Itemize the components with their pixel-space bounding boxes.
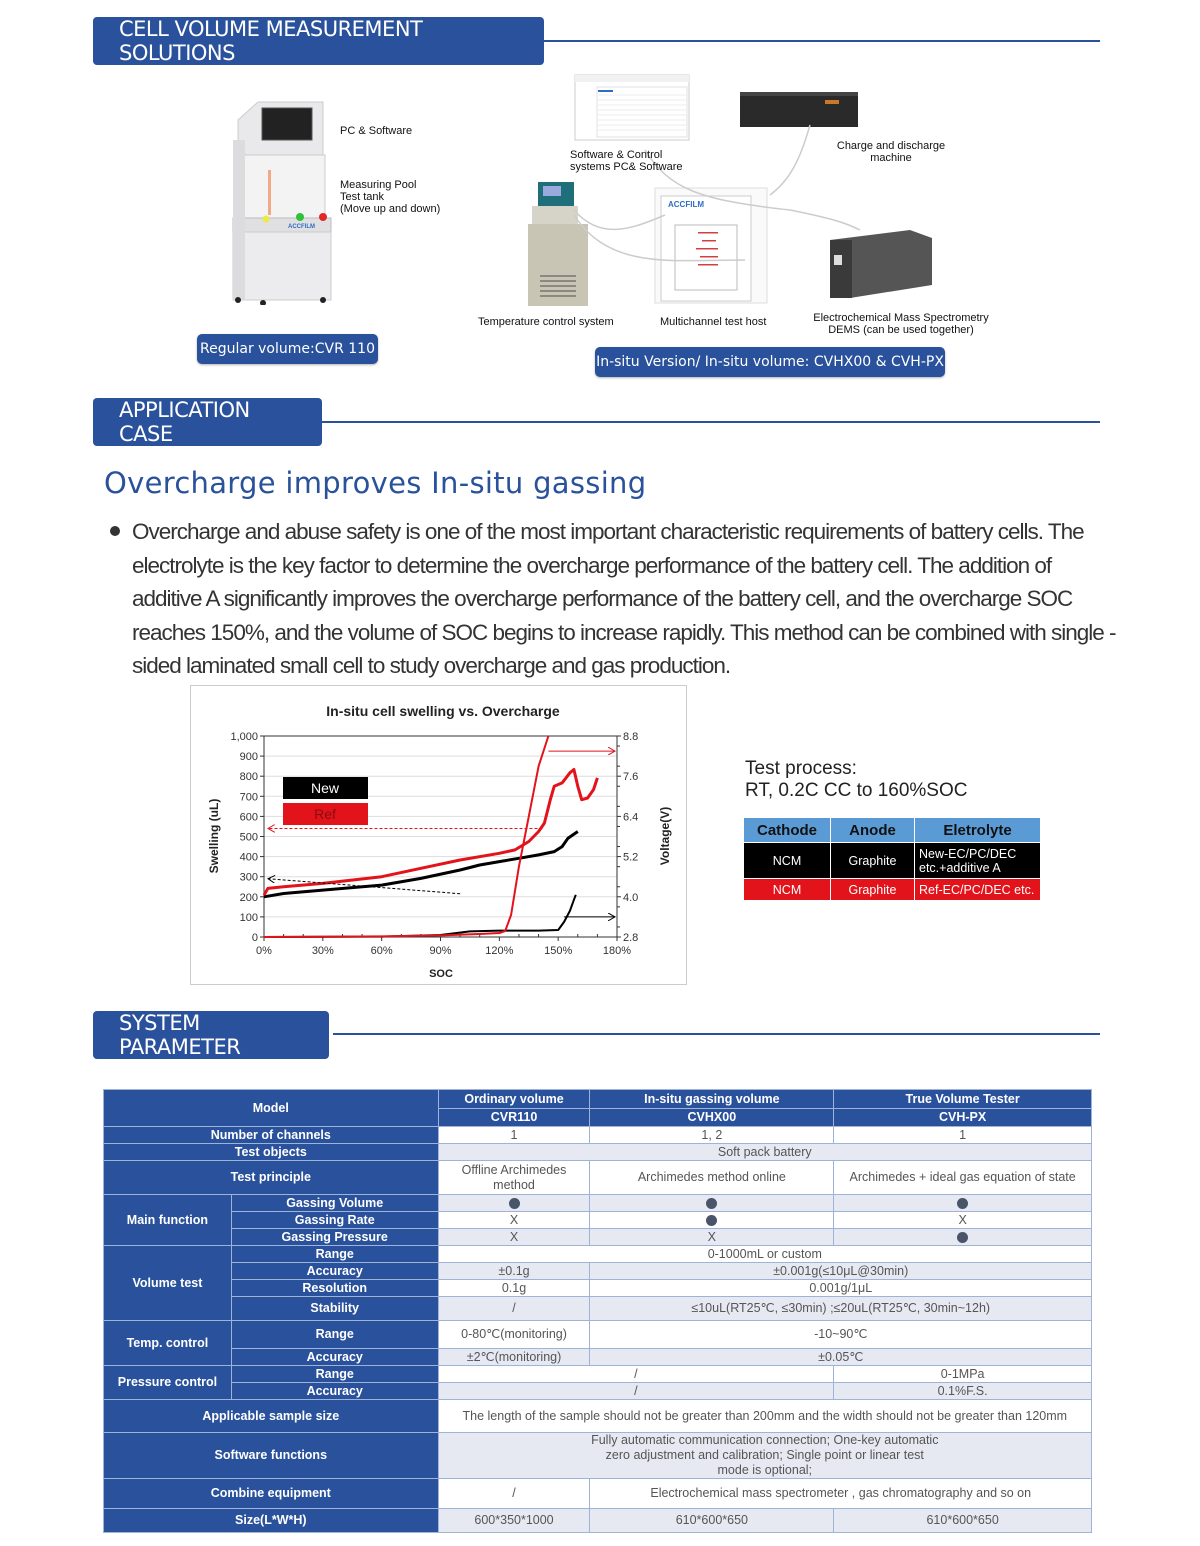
row-label: Applicable sample size: [104, 1400, 439, 1433]
label-move: (Move up and down): [340, 203, 441, 215]
function-indicator: [590, 1195, 834, 1212]
cell-value: 0-1MPa: [834, 1366, 1092, 1383]
cell-value: 600*350*1000: [438, 1509, 590, 1533]
row-label: Accuracy: [231, 1263, 438, 1280]
table-row: [104, 1212, 1092, 1229]
cell-value: /: [438, 1297, 590, 1321]
cell-value: 610*600*650: [590, 1509, 834, 1533]
row-label: Stability: [231, 1297, 438, 1321]
y2-tick-label: 7.6: [623, 771, 639, 784]
brand-logo: ACCFILM: [288, 224, 315, 230]
label-pc-software: PC & Software: [340, 125, 413, 137]
cell-value: Electrochemical mass spectrometer , gas chromatography and so on: [590, 1479, 1092, 1509]
bullet-icon: [110, 526, 120, 536]
filled-circle-icon: [706, 1215, 717, 1226]
cell-value: Archimedes method online: [590, 1161, 834, 1195]
cell-value: 0.1g: [438, 1280, 590, 1297]
y2-tick-label: 5.2: [623, 851, 639, 864]
header-electrolyte: Eletrolyte: [915, 818, 1041, 843]
table-row: [104, 1263, 1092, 1280]
cell-value: 610*600*650: [834, 1509, 1092, 1533]
label-test-host: Multichannel test host: [660, 316, 767, 328]
column-name: True Volume Tester: [834, 1090, 1092, 1109]
cell-value: Soft pack battery: [438, 1144, 1091, 1161]
section-title: SYSTEM PARAMETER: [119, 1011, 241, 1059]
section-divider: [544, 40, 1100, 42]
cell-value: -10~90℃: [590, 1321, 1092, 1349]
x-axis-label: SOC: [429, 968, 453, 980]
function-indicator: [438, 1195, 590, 1212]
column-name: In-situ gassing volume: [590, 1090, 834, 1109]
column-model: CVR110: [438, 1109, 590, 1127]
cell-value: 1: [834, 1127, 1092, 1144]
insitu-version-badge: [595, 347, 945, 377]
y2-tick-label: 6.4: [623, 811, 639, 824]
group-label: Temp. control: [104, 1321, 232, 1366]
row-label: Gassing Volume: [231, 1195, 438, 1212]
test-process-heading: Test process:: [745, 758, 857, 779]
chart-container: [190, 685, 687, 985]
table-row: [104, 1509, 1092, 1533]
y-tick-label: 1,000: [230, 731, 258, 743]
y2-tick-label: 8.8: [623, 731, 639, 743]
section-header-application: [93, 398, 322, 446]
function-indicator: X: [834, 1212, 1092, 1229]
chart-title: In-situ cell swelling vs. Overcharge: [326, 703, 560, 719]
table-row: [104, 1161, 1092, 1195]
cell-value: /: [438, 1366, 834, 1383]
table-row: [104, 1366, 1092, 1383]
section-title: CELL VOLUME MEASUREMENT SOLUTIONS: [119, 17, 423, 65]
y-tick-label: 200: [239, 891, 258, 904]
x-tick-label: 150%: [544, 945, 573, 957]
legend-label: New: [310, 780, 340, 796]
table-row: [104, 1400, 1092, 1433]
cell-value: ≤10uL(RT25℃, ≤30min) ;≤20uL(RT25℃, 30min~12h): [590, 1297, 1092, 1321]
table-row: [104, 1195, 1092, 1212]
test-process-detail: RT, 0.2C CC to 160%SOC: [745, 780, 968, 801]
cell-value: 1, 2: [590, 1127, 834, 1144]
y-tick-label: 800: [239, 771, 258, 784]
test-process: [745, 758, 967, 802]
cell-cathode: NCM: [744, 879, 831, 901]
label-measuring-pool: Measuring Pool: [340, 179, 417, 191]
cell-value: ±2℃(monitoring): [438, 1349, 590, 1366]
x-tick-label: 90%: [429, 945, 452, 957]
filled-circle-icon: [706, 1198, 717, 1209]
table-row-ref: [744, 879, 1041, 901]
cell-anode: Graphite: [831, 879, 915, 901]
x-tick-label: 30%: [311, 945, 334, 957]
host-brand-logo: ACCFILM: [668, 200, 704, 209]
table-row: [104, 1144, 1092, 1161]
electrolyte-line: etc.+additive A: [919, 860, 1001, 875]
column-name: Ordinary volume: [438, 1090, 590, 1109]
cell-value: ±0.001g(≤10μL@30min): [590, 1263, 1092, 1280]
cell-value: 1: [438, 1127, 590, 1144]
y-tick-label: 600: [239, 811, 258, 824]
regular-volume-label: Regular volume:CVR 110: [200, 341, 375, 357]
section-title: APPLICATION CASE: [119, 398, 250, 446]
label-test-tank: Test tank: [340, 191, 385, 203]
filled-circle-icon: [957, 1232, 968, 1243]
row-label: Resolution: [231, 1280, 438, 1297]
x-tick-label: 0%: [256, 945, 272, 957]
cell-anode: Graphite: [831, 843, 915, 879]
table-row: [104, 1127, 1092, 1144]
row-label: Test objects: [104, 1144, 439, 1161]
group-label: Volume test: [104, 1246, 232, 1321]
column-model: CVH-PX: [834, 1109, 1092, 1127]
cell-value: Fully automatic communication connection; One-key automatic zero adjustment and calibration; Single point or linear test mode is optional;: [438, 1433, 1091, 1479]
legend-label: Ref: [314, 806, 336, 822]
function-indicator: X: [438, 1229, 590, 1246]
table-row: [104, 1246, 1092, 1263]
row-label: Number of channels: [104, 1127, 439, 1144]
y-tick-label: 400: [239, 851, 258, 864]
table-row: [104, 1349, 1092, 1366]
table-row: [104, 1321, 1092, 1349]
function-indicator: X: [438, 1212, 590, 1229]
function-indicator: X: [590, 1229, 834, 1246]
filled-circle-icon: [509, 1198, 520, 1209]
y-tick-label: 700: [239, 791, 258, 804]
table-row: [104, 1280, 1092, 1297]
row-label: Size(L*W*H): [104, 1509, 439, 1533]
insitu-system-diagram: [470, 70, 1000, 330]
row-label: Gassing Rate: [231, 1212, 438, 1229]
label-software-control-2: systems PC& Software: [570, 161, 683, 173]
section-divider: [333, 1033, 1100, 1035]
y-axis-label: Swelling (uL): [207, 798, 221, 874]
y-tick-label: 300: [239, 871, 258, 884]
cell-value: The length of the sample should not be greater than 200mm and the width should not be greater than 120mm: [438, 1400, 1091, 1433]
row-label: Accuracy: [231, 1349, 438, 1366]
y2-tick-label: 2.8: [623, 932, 639, 944]
y-tick-label: 0: [251, 932, 258, 944]
dems-unit: [830, 240, 852, 298]
table-row: [104, 1229, 1092, 1246]
cell-electrolyte: [915, 843, 1041, 879]
section-header-parameter: [93, 1011, 329, 1059]
table-row: [104, 1433, 1092, 1479]
y2-tick-label: 4.0: [623, 891, 639, 904]
row-label: Accuracy: [231, 1383, 438, 1400]
case-title: Overcharge improves In-situ gassing: [104, 466, 647, 500]
cell-value: 0.1%F.S.: [834, 1383, 1092, 1400]
y2-axis-label: Voltage(V): [658, 806, 672, 866]
cell-value: Offline Archimedes method: [438, 1161, 590, 1195]
function-indicator: [590, 1212, 834, 1229]
cell-value: 0-1000mL or custom: [438, 1246, 1091, 1263]
cell-value: /: [438, 1479, 590, 1509]
label-dems-2: DEMS (can be used together): [828, 324, 974, 336]
materials-table: [743, 817, 1041, 901]
cell-value: ±0.05℃: [590, 1349, 1092, 1366]
row-label: Test principle: [104, 1161, 439, 1195]
table-row-new: [744, 843, 1041, 879]
insitu-version-label: In-situ Version/ In-situ volume: CVHX00 & CVH-PX: [596, 354, 944, 370]
cell-value: 0.001g/1μL: [590, 1280, 1092, 1297]
table-row: [104, 1383, 1092, 1400]
section-divider: [322, 421, 1100, 423]
x-tick-label: 120%: [485, 945, 514, 957]
row-label: Software functions: [104, 1433, 439, 1479]
group-label: Pressure control: [104, 1366, 232, 1400]
label-software-control-1: Software & Control: [570, 149, 663, 161]
table-row: [104, 1297, 1092, 1321]
filled-circle-icon: [957, 1198, 968, 1209]
cell-value: Archimedes + ideal gas equation of state: [834, 1161, 1092, 1195]
function-indicator: [834, 1229, 1092, 1246]
charge-discharge-machine: [740, 92, 858, 127]
row-label: Range: [231, 1246, 438, 1263]
cvr110-device-image: [228, 100, 338, 305]
label-charge-2: machine: [870, 152, 912, 164]
row-label: Gassing Pressure: [231, 1229, 438, 1246]
label-dems-1: Electrochemical Mass Spectrometry: [813, 312, 989, 324]
header-cathode: Cathode: [744, 818, 831, 843]
x-tick-label: 60%: [370, 945, 393, 957]
header-anode: Anode: [831, 818, 915, 843]
function-indicator: [834, 1195, 1092, 1212]
cell-value: /: [438, 1383, 834, 1400]
case-paragraph: Overcharge and abuse safety is one of the most important characteristic requirements of battery cells. The electrolyte is the key factor to determine the overcharge performance of the battery cell. The addition of additive A significantly improves the overcharge performance of the battery cell, and the overcharge SOC reaches 150%, and the volume of SOC begins to increase rapidly. This method can be combined with single -sided laminated small cell to study overcharge and gas production.: [132, 519, 1116, 678]
swelling-chart: [191, 686, 688, 986]
electrolyte-line: New-EC/PC/DEC: [919, 846, 1017, 861]
model-label: Model: [104, 1090, 439, 1127]
cell-value: ±0.1g: [438, 1263, 590, 1280]
cell-cathode: NCM: [744, 843, 831, 879]
row-label: Range: [231, 1321, 438, 1349]
group-label: Main function: [104, 1195, 232, 1246]
section-header-solutions: [93, 17, 544, 65]
table-row: [104, 1479, 1092, 1509]
cell-value: 0-80℃(monitoring): [438, 1321, 590, 1349]
row-label: Combine equipment: [104, 1479, 439, 1509]
column-model: CVHX00: [590, 1109, 834, 1127]
label-temperature-control: Temperature control system: [478, 316, 614, 328]
y-tick-label: 900: [239, 751, 258, 764]
system-parameter-table: [103, 1089, 1092, 1533]
y-tick-label: 500: [239, 831, 258, 844]
series-new-swelling: [264, 895, 576, 937]
regular-volume-badge: [197, 334, 378, 364]
cell-electrolyte: Ref-EC/PC/DEC etc.: [915, 879, 1041, 901]
x-tick-label: 180%: [602, 945, 632, 957]
row-label: Range: [231, 1366, 438, 1383]
label-charge-1: Charge and discharge: [836, 140, 946, 152]
y-tick-label: 100: [239, 911, 258, 924]
